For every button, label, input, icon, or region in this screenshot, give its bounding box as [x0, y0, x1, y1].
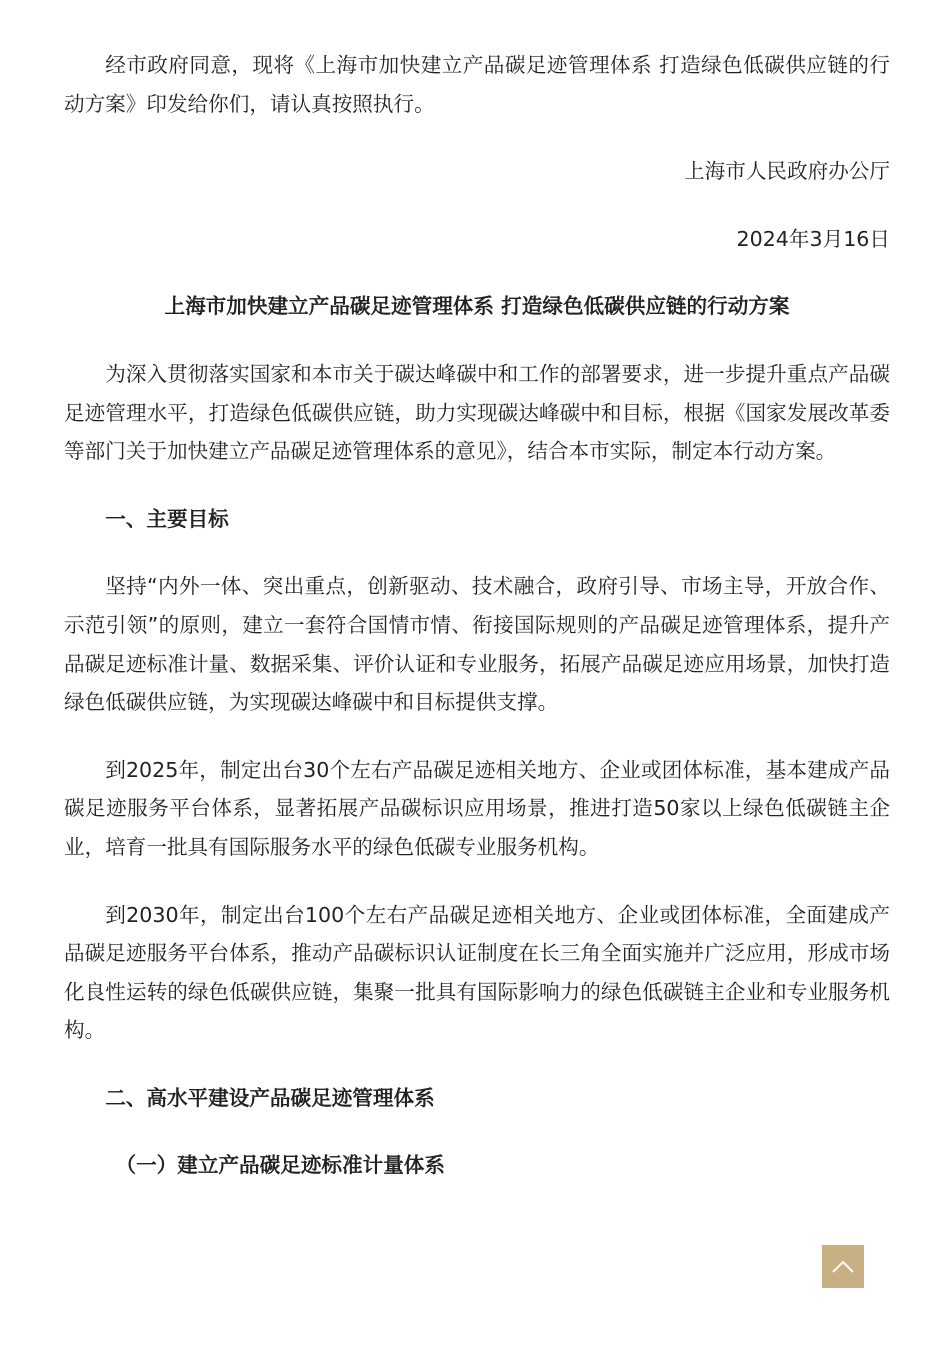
body-paragraph: 坚持“内外一体、突出重点，创新驱动、技术融合，政府引导、市场主导，开放合作、示范引领”的原则，建立一套符合国情市情、衔接国际规则的产品碳足迹管理体系，提升产品碳足迹标准计量、数据采集、评价认证和专业服务，拓展产品碳足迹应用场景，加快打造绿色低碳供应链，为实现碳达峰碳中和目标提供支撑。 — [64, 574, 890, 715]
preamble-paragraph: 为深入贯彻落实国家和本市关于碳达峰碳中和工作的部署要求，进一步提升重点产品碳足迹管理水平，打造绿色低碳供应链，助力实现碳达峰碳中和目标，根据《国家发展改革委等部门关于加快建立产品碳足迹管理体系的意见》，结合本市实际，制定本行动方案。 — [64, 361, 890, 464]
section-heading-2: 二、高水平建设产品碳足迹管理体系 — [105, 1085, 435, 1110]
body-paragraph: 到2030年，制定出台100个左右产品碳足迹相关地方、企业或团体标准，全面建成产品碳足迹服务平台体系，推动产品碳标识认证制度在长三角全面实施并广泛应用，形成市场化良性运转的绿色低碳供应链，集聚一批具有国际影响力的绿色低碳链主企业和专业服务机构。 — [64, 902, 890, 1043]
body-paragraph: 到2025年，制定出台30个左右产品碳足迹相关地方、企业或团体标准，基本建成产品碳足迹服务平台体系，显著拓展产品碳标识应用场景，推进打造50家以上绿色低碳链主企业，培育一批具有国际服务水平的绿色低碳专业服务机构。 — [64, 757, 890, 859]
subsection-heading: （一）建立产品碳足迹标准计量体系 — [115, 1153, 445, 1178]
article-body — [64, 46, 890, 1185]
issuer-signature: 上海市人民政府办公厅 — [684, 159, 890, 184]
chevron-up-icon — [822, 1245, 864, 1288]
section-heading-1: 一、主要目标 — [105, 506, 229, 531]
intro-paragraph: 经市政府同意，现将《上海市加快建立产品碳足迹管理体系 打造绿色低碳供应链的行动方案》印发给你们，请认真按照执行。 — [64, 53, 890, 116]
document-title: 上海市加快建立产品碳足迹管理体系 打造绿色低碳供应链的行动方案 — [164, 294, 790, 319]
issue-date: 2024年3月16日 — [736, 226, 890, 251]
back-to-top-button[interactable] — [822, 1245, 864, 1288]
